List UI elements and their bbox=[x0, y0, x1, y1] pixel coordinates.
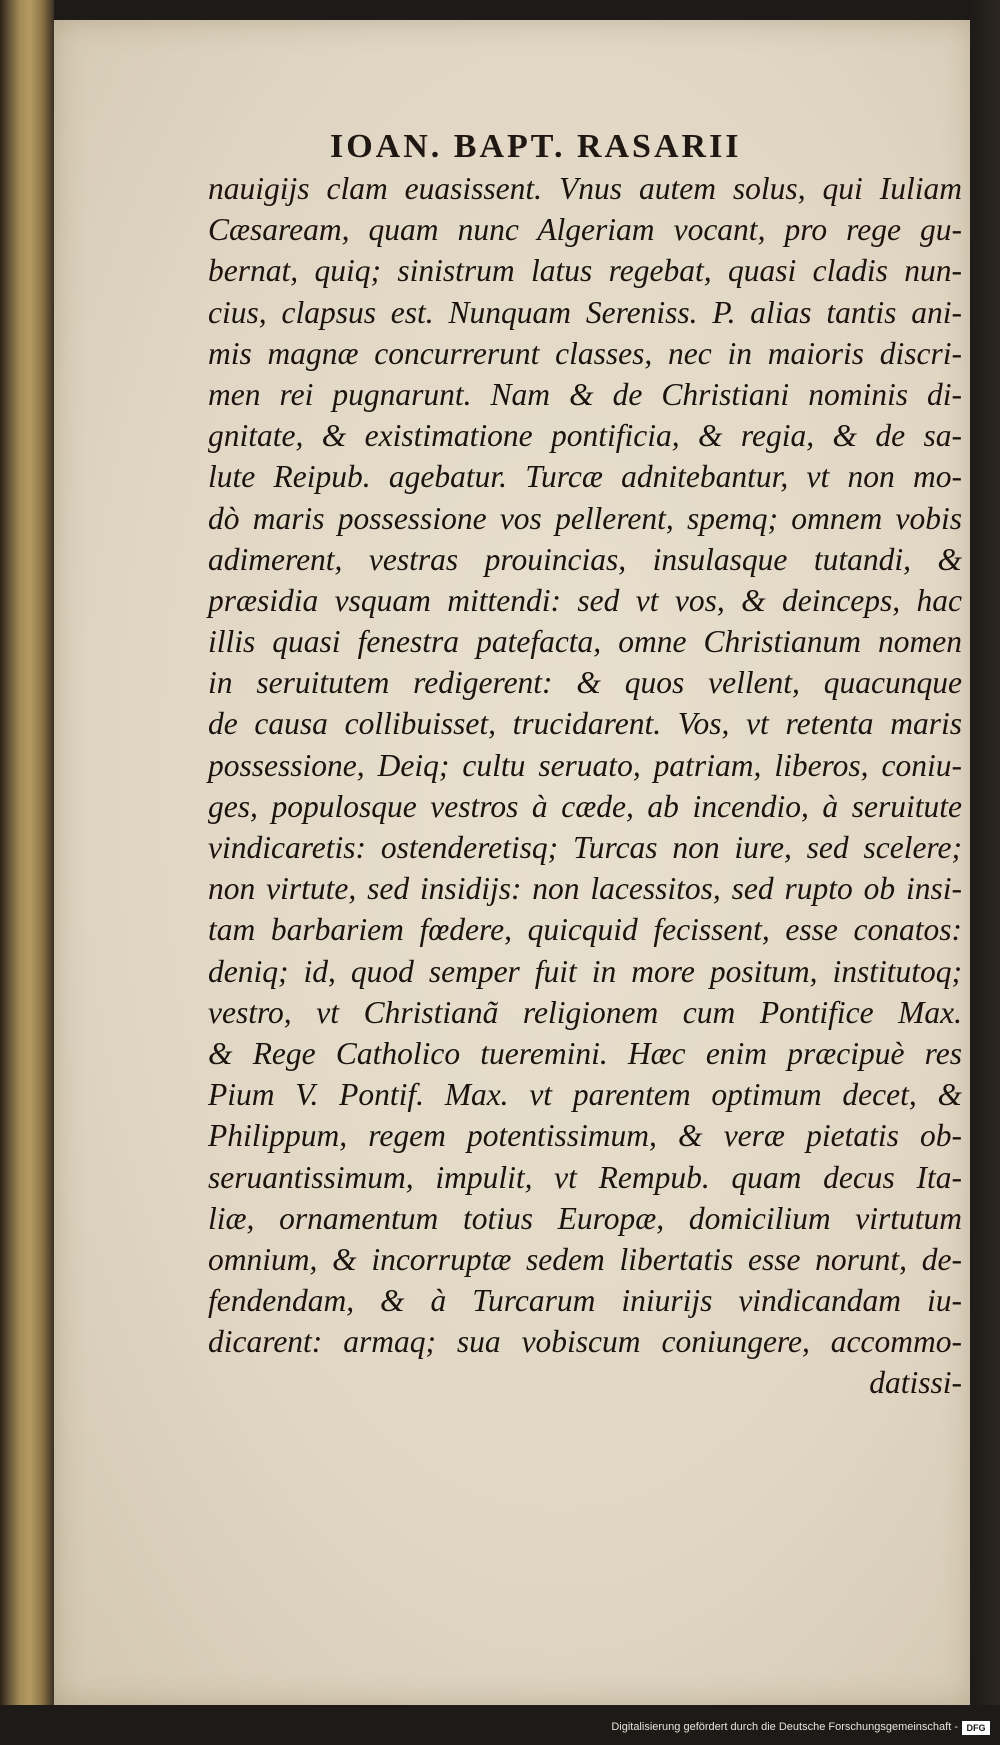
body-text bbox=[208, 168, 962, 1404]
text-line: possessione, Deiq; cultu seruato, patriam, liberos, coniu- bbox=[208, 747, 962, 783]
text-line: vindicaretis: ostenderetisq; Turcas non iure, sed scelere; bbox=[208, 830, 962, 865]
text-line: mis magnæ concurrerunt classes, nec in maioris discri- bbox=[208, 335, 962, 371]
text-line: fendendam, & à Turcarum iniurijs vindicandam iu- bbox=[208, 1283, 962, 1319]
text-line: & Rege Catholico tueremini. Hæc enim præcipuè res bbox=[208, 1035, 962, 1071]
running-head: IOAN. BAPT. RASARII bbox=[330, 128, 742, 165]
text-line: Cæsaream, quam nunc Algeriam vocant, pro rege gu- bbox=[208, 212, 962, 248]
funding-credit: Digitalisierung gefördert durch die Deutsche Forschungsgemeinschaft - bbox=[611, 1721, 958, 1733]
catchword: datissi- bbox=[869, 1365, 962, 1401]
text-line: non virtute, sed insidijs: non lacessitos, sed rupto ob insi- bbox=[208, 871, 962, 907]
text-line: illis quasi fenestra patefacta, omne Christianum nomen bbox=[208, 624, 962, 660]
text-line: ges, populosque vestros à cæde, ab incendio, à seruitute bbox=[208, 788, 962, 824]
text-line: nauigijs clam euasissent. Vnus autem solus, qui Iuliam bbox=[208, 171, 962, 206]
text-line: lute Reipub. agebatur. Turcæ adnitebantur, vt non mo- bbox=[208, 459, 962, 495]
text-line: liæ, ornamentum totius Europæ, domicilium virtutum bbox=[208, 1200, 962, 1236]
text-line: gnitate, & existimatione pontificia, & regia, & de sa- bbox=[208, 418, 962, 454]
text-line: seruantissimum, impulit, vt Rempub. quam decus Ita- bbox=[208, 1159, 962, 1195]
text-line: de causa collibuisset, trucidarent. Vos, vt retenta maris bbox=[208, 706, 962, 742]
dfg-logo: DFG bbox=[962, 1721, 990, 1735]
text-line: præsidia vsquam mittendi: sed vt vos, & deinceps, hac bbox=[208, 582, 962, 618]
text-line: in seruitutem redigerent: & quos vellent, quacunque bbox=[208, 665, 962, 701]
text-line: tam barbariem fœdere, quicquid fecissent, esse conatos: bbox=[208, 912, 962, 948]
text-line: cius, clapsus est. Nunquam Sereniss. P. alias tantis ani- bbox=[208, 294, 962, 330]
text-line: vestro, vt Christianã religionem cum Pontifice Max. bbox=[208, 994, 962, 1030]
text-line: bernat, quiq; sinistrum latus regebat, quasi cladis nun- bbox=[208, 253, 962, 289]
text-line: dicarent: armaq; sua vobiscum coniungere, accommo- bbox=[208, 1324, 962, 1360]
text-line: dò maris possessione vos pellerent, spemq; omnem vobis bbox=[208, 500, 962, 536]
text-line: omnium, & incorruptæ sedem libertatis esse norunt, de- bbox=[208, 1241, 962, 1277]
book-spine bbox=[0, 0, 54, 1745]
text-line: Philippum, regem potentissimum, & veræ pietatis ob- bbox=[208, 1118, 962, 1154]
page-edge bbox=[970, 0, 1000, 1745]
text-line: men rei pugnarunt. Nam & de Christiani nominis di- bbox=[208, 376, 962, 412]
text-line: Pium V. Pontif. Max. vt parentem optimum decet, & bbox=[208, 1077, 962, 1113]
footer-bar bbox=[0, 1705, 1000, 1745]
text-line: deniq; id, quod semper fuit in more positum, institutoq; bbox=[208, 953, 962, 989]
text-line: adimerent, vestras prouincias, insulasque tutandi, & bbox=[208, 541, 962, 577]
